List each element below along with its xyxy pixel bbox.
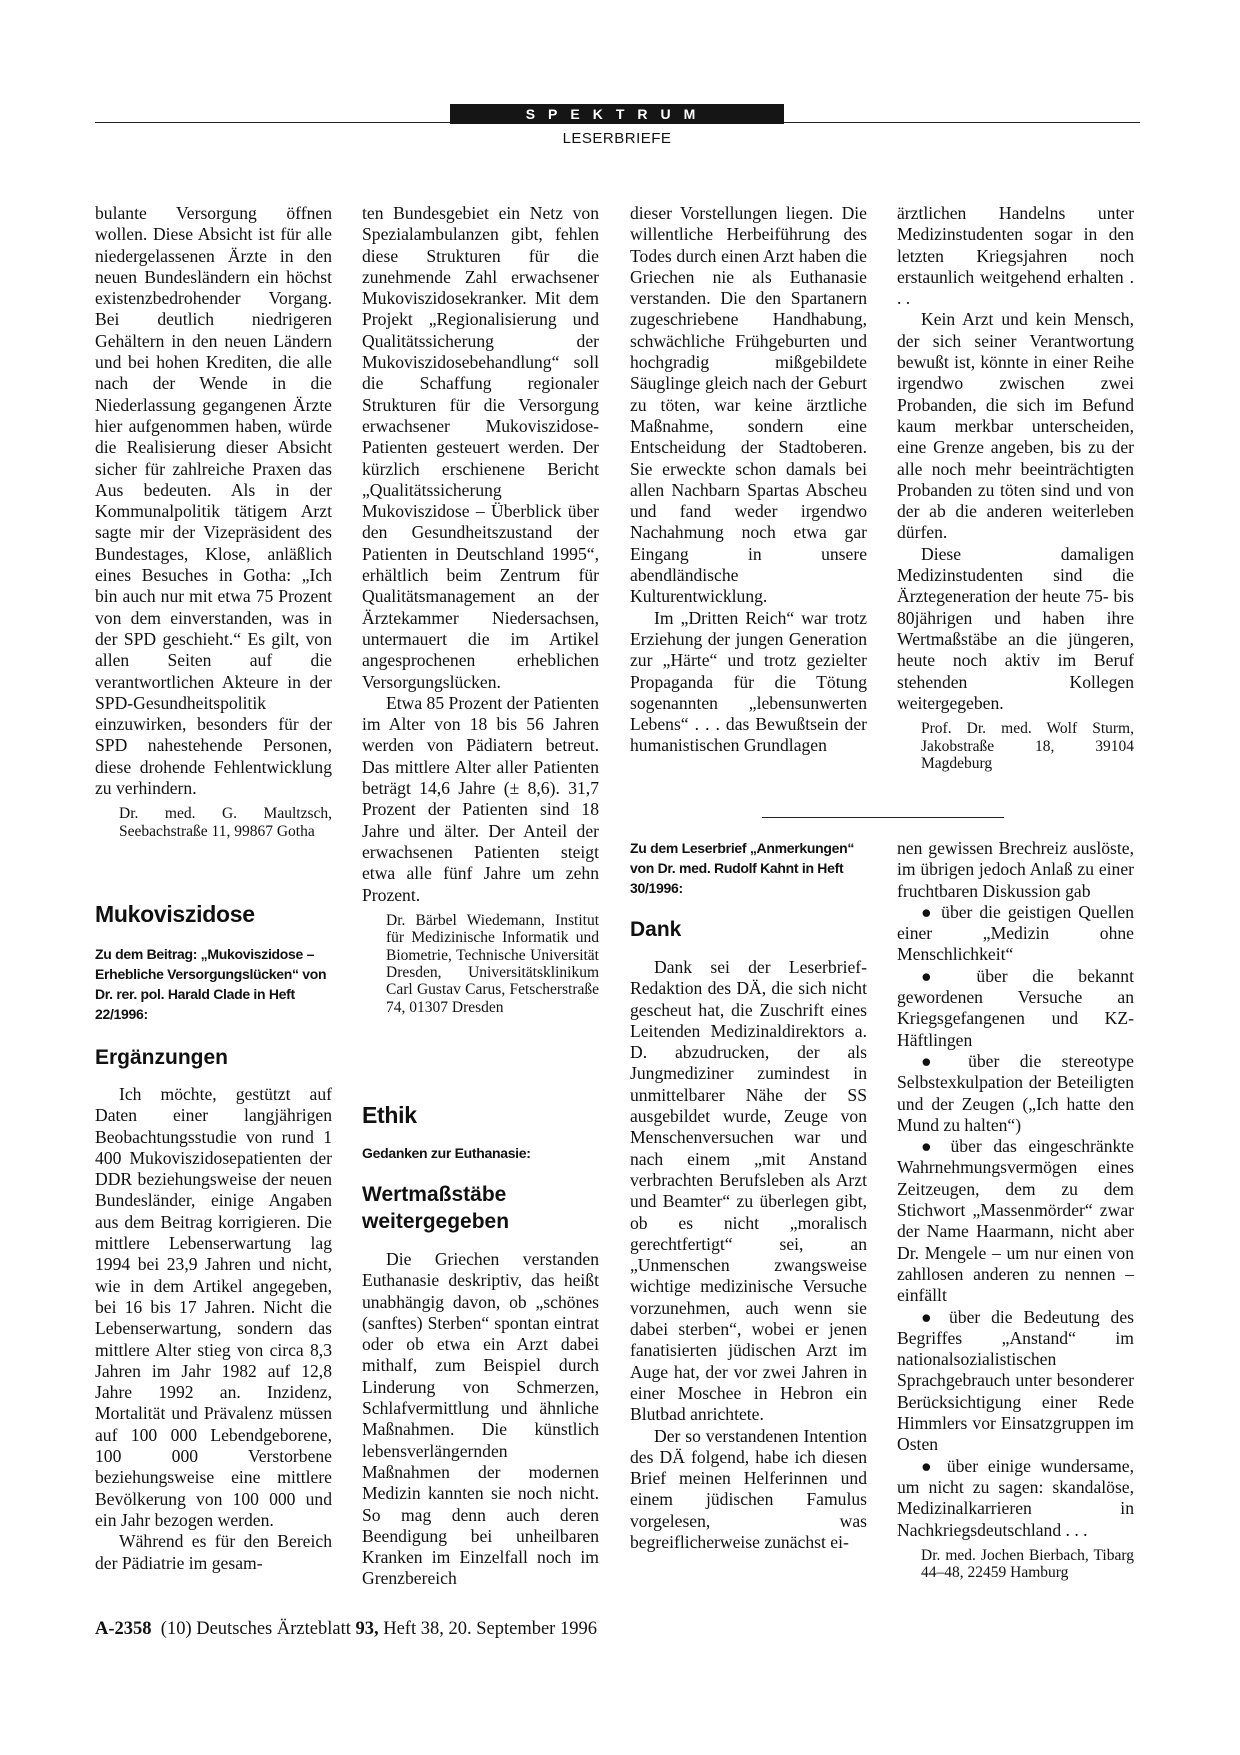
article-title: Wertmaßstäbe weitergegeben (362, 1183, 510, 1233)
bullet-item (897, 902, 1134, 966)
column-3 (630, 203, 867, 757)
paragraph: Der so verstandenen Intention des DÄ folgend, habe ich diesen Brief meinen Helferinnen und einem jüdischen Famulus vorgelesen, was begreiflicherweise zunächst ei- (630, 1425, 867, 1553)
bullet-text: über die bekannt gewordenen Versuche an Kriegsgefangenen und KZ-Häftlingen (897, 965, 1134, 1050)
bullet-item (897, 966, 1134, 1051)
article-intro: Gedanken zur Euthanasie: (362, 1145, 531, 1161)
article-intro: Zu dem Leserbrief „Anmerkungen“ von Dr. med. Rudolf Kahnt in Heft 30/1996: (630, 840, 855, 896)
page-footer (95, 1619, 597, 1640)
column-4 (897, 203, 1134, 772)
section-subtitle: LESERBRIEFE (562, 130, 672, 147)
bullet-icon: ● (921, 1136, 939, 1157)
bullet-text: über einige wundersame, um nicht zu sagen: skandalöse, Medizinalkarrieren in Nachkriegsdeutschland . . . (897, 1455, 1134, 1540)
paragraph: Im „Dritten Reich“ war trotz Erziehung der jungen Generation zur „Härte“ und trotz gezielter Propaganda für die Tötung sogenannten „lebensunwerten Lebens“ . . . das Bewußtsein der humanistischen Grundlagen (630, 607, 867, 756)
category-heading: Ethik (362, 1102, 417, 1128)
bullet-item (897, 1051, 1134, 1136)
page-number: A-2358 (95, 1619, 152, 1639)
article-title: Dank (630, 918, 682, 941)
bullet-text: über die stereotype Selbstexkulpation der Beteiligten und der Zeugen („Ich hatte den Mund zu halten“) (897, 1050, 1134, 1135)
paragraph: Kein Arzt und kein Mensch, der sich seiner Verantwortung bewußt ist, könnte in einer Reihe irgendwo zwischen zwei Probanden, die sich im Befund kaum merkbar unterscheiden, eine Grenze angeben, bis zu der alle noch mehr beeinträchtigten Probanden zu töten sind und von der ab die anderen weiterleben dürfen. (897, 309, 1134, 543)
signature: Dr. Bärbel Wiedemann, Institut für Medizinische Informatik und Biometrie, Technische Universität Dresden, Universitätsklinikum Carl Gustav Carus, Fetscherstraße 74, 01307 Dresden (386, 911, 599, 1016)
paragraph: nen gewissen Brechreiz auslöste, im übrigen jedoch Anlaß zu einer fruchtbaren Diskussion gab (897, 838, 1134, 901)
bullet-icon: ● (921, 901, 935, 922)
paragraph: ten Bundesgebiet ein Netz von Spezialambulanzen gibt, fehlen diese Strukturen für die zunehmende Zahl erwachsener Mukoviszidosekranker. Mit dem Projekt „Regionalisierung und Qualitätssicherung der Mukoviszidosebehandlung“ soll die Schaffung regionaler Strukturen für die Versorgung erwachsener Mukoviszidose-Patienten gesteuert werden. Der kürzlich erschienene Bericht „Qualitätssicherung Mukoviszidose – Überblick über den Gesundheitszustand der Patienten in Deutschland 1995“, erhältlich beim Zentrum für Qualitätsmanagement an der Ärztekammer Niedersachsen, untermauert die im Artikel angesprochenen erheblichen Versorgungslücken. (362, 203, 599, 692)
paragraph: Etwa 85 Prozent der Patienten im Alter von 18 bis 56 Jahren werden von Pädiatern betreut. Das mittlere Alter aller Patienten beträgt 14,6 Jahre (± 8,6). 31,7 Prozent der Patienten sind 18 Jahre und älter. Der Anteil der erwachsenen Patienten steigt etwa alle fünf Jahre um zehn Prozent. (362, 692, 600, 905)
section-banner: SPEKTRUM (450, 104, 784, 124)
journal-name: (10) Deutsches Ärzteblatt (160, 1619, 351, 1639)
bullet-icon: ● (921, 1050, 948, 1071)
bullet-item (897, 1307, 1134, 1456)
column-2 (362, 203, 599, 1016)
issue-date: Heft 38, 20. September 1996 (383, 1619, 597, 1639)
paragraph: Diese damaligen Medizinstudenten sind die Ärztegeneration der heute 75- bis 80jährigen und haben ihre Wertmaßstäbe an die jüngeren, heute noch aktiv im Beruf stehenden Kollegen weitergegeben. (897, 543, 1134, 713)
column-1 (95, 203, 332, 840)
paragraph: ärztlichen Handelns unter Medizinstudenten sogar in den letzten Kriegsjahren noch erstaunlich weitgehend erhalten . . . (897, 203, 1134, 309)
bullet-text: über die geistigen Quellen einer „Medizin ohne Menschlichkeit“ (897, 901, 1134, 965)
paragraph: Die Griechen verstanden Euthanasie deskriptiv, das heißt unabhängig davon, ob „schönes (sanftes) Sterben“ spontan eintrat oder ob etwa ein Arzt dabei mithalf, zum Beispiel durch Linderung von Schmerzen, Schlafvermittlung und ähnliche Maßnahmen. Die künstlich lebensverlängernden Maßnahmen der modernen Medizin kannten sie noch nicht. So mag denn auch deren Beendigung bei unheilbaren Kranken im Einzelfall noch im Grenzbereich (362, 1249, 599, 1589)
article-separator (762, 817, 1004, 818)
paragraph: bulante Versorgung öffnen wollen. Diese Absicht ist für alle niedergelassenen Ärzte in den neuen Bundesländern ein höchst existenzbedrohender Vorgang. Bei deutlich niedrigeren Gehältern in den neuen Ländern und bei hohen Krediten, die alle nach der Wende in die Niederlassung gegangenen Ärzte hier aufgenommen haben, würde die Realisierung dieser Absicht sicher für zahlreiche Praxen das Aus bedeuten. Als in der Kommunalpolitik tätigem Arzt sagte mir der Vizepräsident des Bundestages, Klose, anläßlich eines Besuches in Gotha: „Ich bin auch nur mit etwa 75 Prozent von dem einverstanden, was in der SPD geschieht.“ Es gilt, von allen Seiten auf die verantwortlichen Akteure in der SPD-Gesundheitspolitik einzuwirken, besonders für der SPD nahestehende Personen, diese drohende Fehlentwicklung zu verhindern. (95, 203, 332, 799)
category-heading: Mukoviszidose (95, 901, 255, 927)
signature: Dr. med. Jochen Bierbach, Tibarg 44–48, 22459 Hamburg (921, 1546, 1134, 1582)
paragraph: dieser Vorstellungen liegen. Die willentliche Herbeiführung des Todes durch einen Arzt haben die Griechen nie als Euthanasie verstanden. Die den Spartanern zugeschriebene Handhabung, schwächliche Frühgeburten und hochgradig mißgebildete Säuglinge gleich nach der Geburt zu töten, war keine ärztliche Maßnahme, sondern eine Entscheidung der Stadtoberen. Sie erweckte schon damals bei allen Nachbarn Spartas Abscheu und fand weder irgendwo Nachahmung noch etwa gar Eingang in unsere abendländische Kulturentwicklung. (630, 203, 867, 607)
bullet-icon: ● (921, 1455, 938, 1476)
article-title: Ergänzungen (95, 1046, 229, 1069)
article-intro: Zu dem Beitrag: „Mukoviszidose – Erhebliche Versorgungslücken“ von Dr. rer. pol. Harald Clade in Heft 22/1996: (95, 946, 327, 1022)
bullet-text: über die Bedeutung des Begriffes „Anstand“ im nationalsozialistischen Sprachgebrauch unter besonderer Berücksichtigung einer Rede Himmlers vor Einsatzgruppen im Osten (897, 1306, 1134, 1455)
article-dank (630, 838, 867, 1553)
bullet-icon: ● (921, 965, 952, 986)
column-4-continuation (897, 838, 1134, 1582)
signature: Prof. Dr. med. Wolf Sturm, Jakobstraße 18, 39104 Magdeburg (921, 720, 1134, 772)
paragraph: Dank sei der Leserbrief-Redaktion des DÄ, die sich nicht gescheut hat, die Zuschrift eines Leitenden Medizinaldirektors a. D. abzudrucken, der als Jungmediziner zumindest in unmittelbarer Nähe der SS ausgebildet wurde, Zeuge von Menschenversuchen war und nach einem „mit Anstand verbrachten Berufsleben als Arzt und Beamter“ zu überlegen gibt, ob es nicht „moralisch gerechtfertigt“ sei, an „Unmenschen zwangsweise wichtige medizinische Versuche vorzunehmen, auch wenn sie dabei sterben“, wobei er jenen fanatisierten jüdischen Arzt im Auge hat, der vor zwei Jahren in einer Moschee in Hebron ein Blutbad anrichtete. (630, 957, 867, 1425)
article-ethik (362, 1101, 599, 1590)
bullet-text: über das eingeschränkte Wahrnehmungsvermögen eines Zeitzeugen, dem zu dem Stichwort „Massenmörder“ zwar der Name Haarmann, nicht aber Dr. Mengele – um nur einen von zahllosen anderen zu nennen – einfällt (897, 1136, 1134, 1306)
paragraph: Ich möchte, gestützt auf Daten einer langjährigen Beobachtungsstudie von rund 1 400 Mukoviszidosepatienten der DDR beziehungsweise der neuen Bundesländer, einige Angaben aus dem Beitrag korrigieren. Die mittlere Lebenserwartung lag 1994 bei 23,9 Jahren und nicht, wie in dem Artikel angegeben, bei 16 bis 17 Jahren. Nicht die Lebenserwartung, sondern das mittlere Alter stieg von circa 8,3 Jahren im Jahr 1982 auf 12,8 Jahre 1992 an. Inzidenz, Mortalität und Prävalenz müssen auf 100 000 Lebendgeborene, 100 000 Verstorbene beziehungsweise eine mittlere Bevölkerung von 100 000 und ein Jahr bezogen werden. (95, 1084, 332, 1530)
article-mukoviszidose (95, 900, 332, 1574)
bullet-item (897, 1136, 1134, 1306)
bullet-item (897, 1456, 1134, 1541)
paragraph: Während es für den Bereich der Pädiatrie im gesam- (95, 1531, 332, 1573)
bullet-icon: ● (921, 1306, 939, 1327)
volume-number: 93, (355, 1619, 379, 1639)
signature: Dr. med. G. Maultzsch, Seebachstraße 11, 99867 Gotha (119, 805, 332, 840)
